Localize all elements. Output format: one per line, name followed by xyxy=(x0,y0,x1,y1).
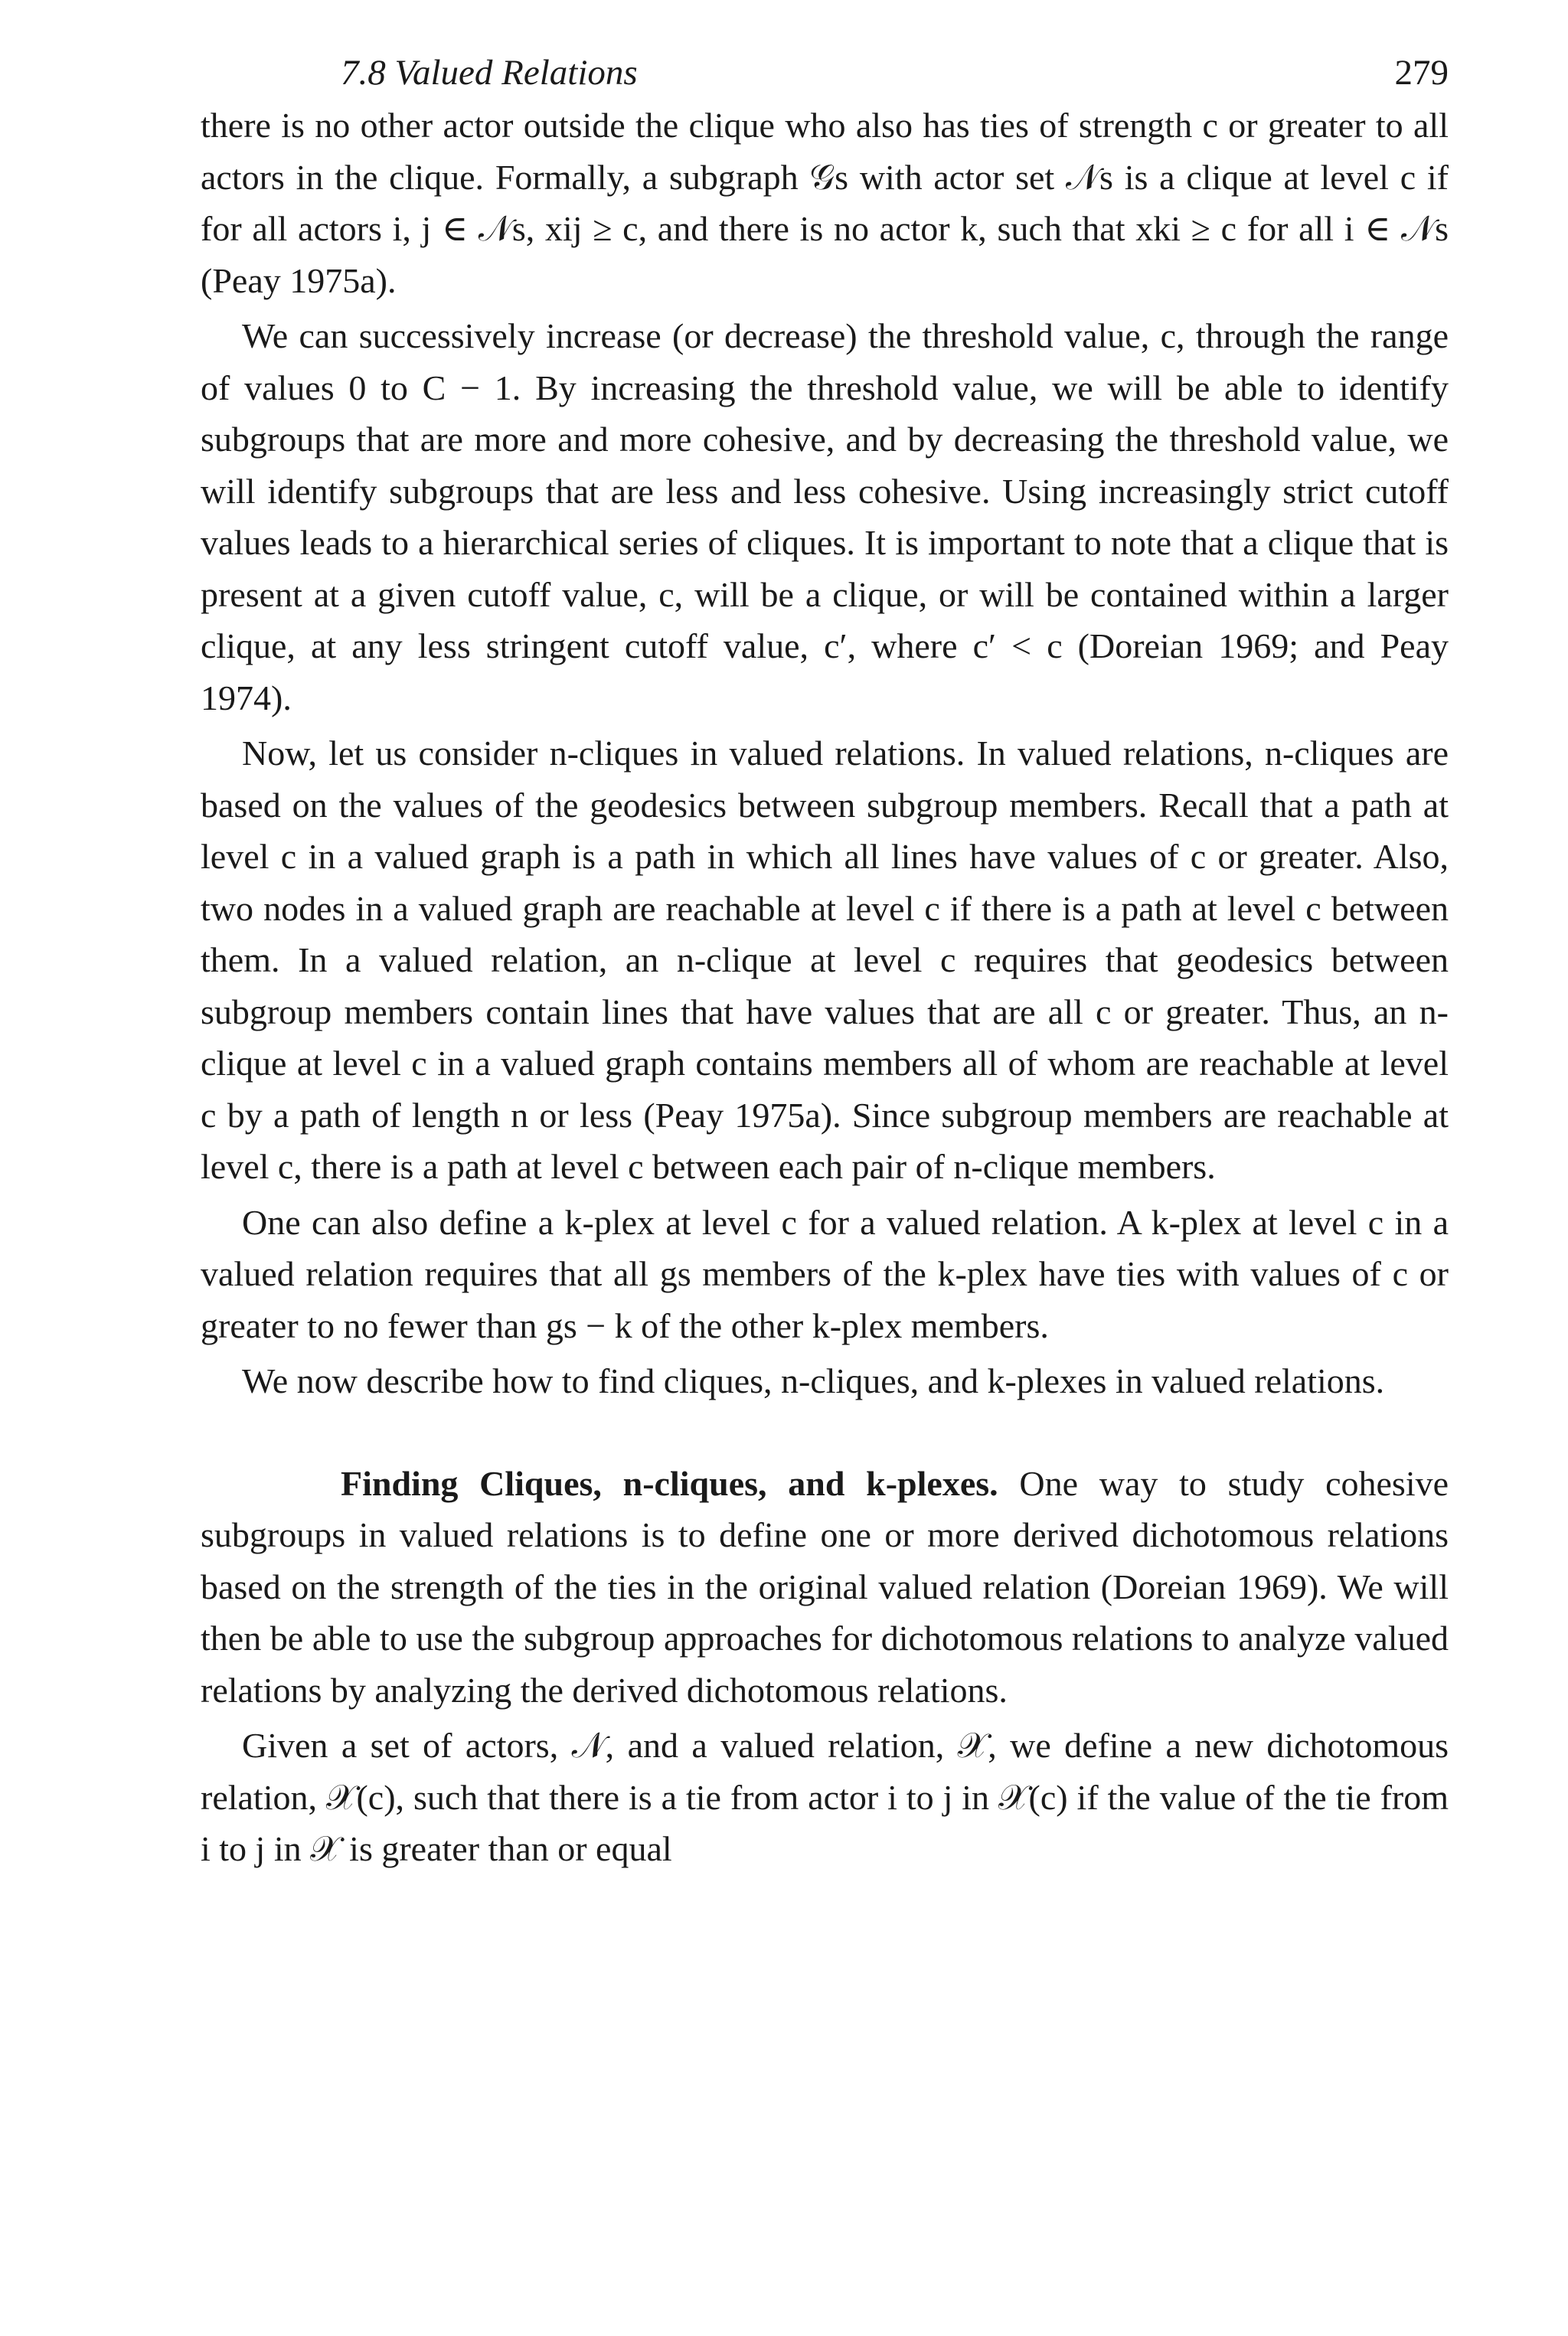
paragraph-n-cliques: Now, let us consider n-cliques in valued relations. In valued relations, n-cliques are based on the values of the geodesics between subgroup members. Recall that a path at level c in a valued graph is a path in which all lines have values of c or greater. Also, two nodes in a valued graph are reachable at level c if there is a path at level c between them. In a valued relation, an n-clique at level c requires that geodesics between subgroup members contain lines that have values that are all c or greater. Thus, an n-clique at level c in a valued graph contains members all of whom are reachable at level c by a path of length n or less (Peay 1975a). Since subgroup members are reachable at level c, there is a path at level c between each pair of n-clique members. xyxy=(201,733,1449,1186)
section-finding-cliques xyxy=(201,1458,1449,1717)
book-page xyxy=(201,46,1449,1875)
body-text xyxy=(201,100,1449,1875)
paragraph-overview: We now describe how to find cliques, n-cliques, and k-plexes in valued relations. xyxy=(242,1361,1385,1400)
section-text: One way to study cohesive subgroups in valued relations is to define one or more derived dichotomous relations based on the strength of the ties in the original valued relation (Doreian 1969). We will then be able to use the subgroup approaches for dichotomous relations to analyze valued relations by analyzing the derived dichotomous relations. xyxy=(201,1463,1449,1710)
paragraph-derived-relation: Given a set of actors, 𝒩, and a valued relation, 𝒳, we define a new dichotomous relation, 𝒳(c), such that there is a tie from actor i to j in 𝒳(c) if the value of the tie from i to j in 𝒳 is greater than or equal xyxy=(201,1726,1449,1868)
running-head xyxy=(201,46,1449,100)
paragraph-threshold: We can successively increase (or decrease) the threshold value, c, through the range of values 0 to C − 1. By increasing the threshold value, we will be able to identify subgroups that are more and more cohesive, and by decreasing the threshold value, we will identify subgroups that are less and less cohesive. Using increasingly strict cutoff values leads to a hierarchical series of cliques. It is important to note that a clique that is present at a given cutoff value, c, will be a clique, or will be contained within a larger clique, at any less stringent cutoff value, c′, where c′ < c (Doreian 1969; and Peay 1974). xyxy=(201,316,1449,717)
page-number: 279 xyxy=(1394,53,1449,93)
paragraph-k-plex: One can also define a k-plex at level c for a valued relation. A k-plex at level c in a valued relation requires that all gs members of the k-plex have ties with values of c or greater to no fewer than gs − k of the other k-plex members. xyxy=(201,1202,1449,1345)
section-heading: Finding Cliques, n-cliques, and k-plexes. xyxy=(341,1463,998,1503)
paragraph-clique-definition: there is no other actor outside the clique who also has ties of strength c or greater to all actors in the clique. Formally, a subgraph 𝒢s with actor set 𝒩s is a clique at level c if for all actors i, j ∈ 𝒩s, xij ≥ c, and there is no actor k, such that xki ≥ c for all i ∈ 𝒩s (Peay 1975a). xyxy=(201,106,1449,300)
running-title: 7.8 Valued Relations xyxy=(341,53,638,93)
